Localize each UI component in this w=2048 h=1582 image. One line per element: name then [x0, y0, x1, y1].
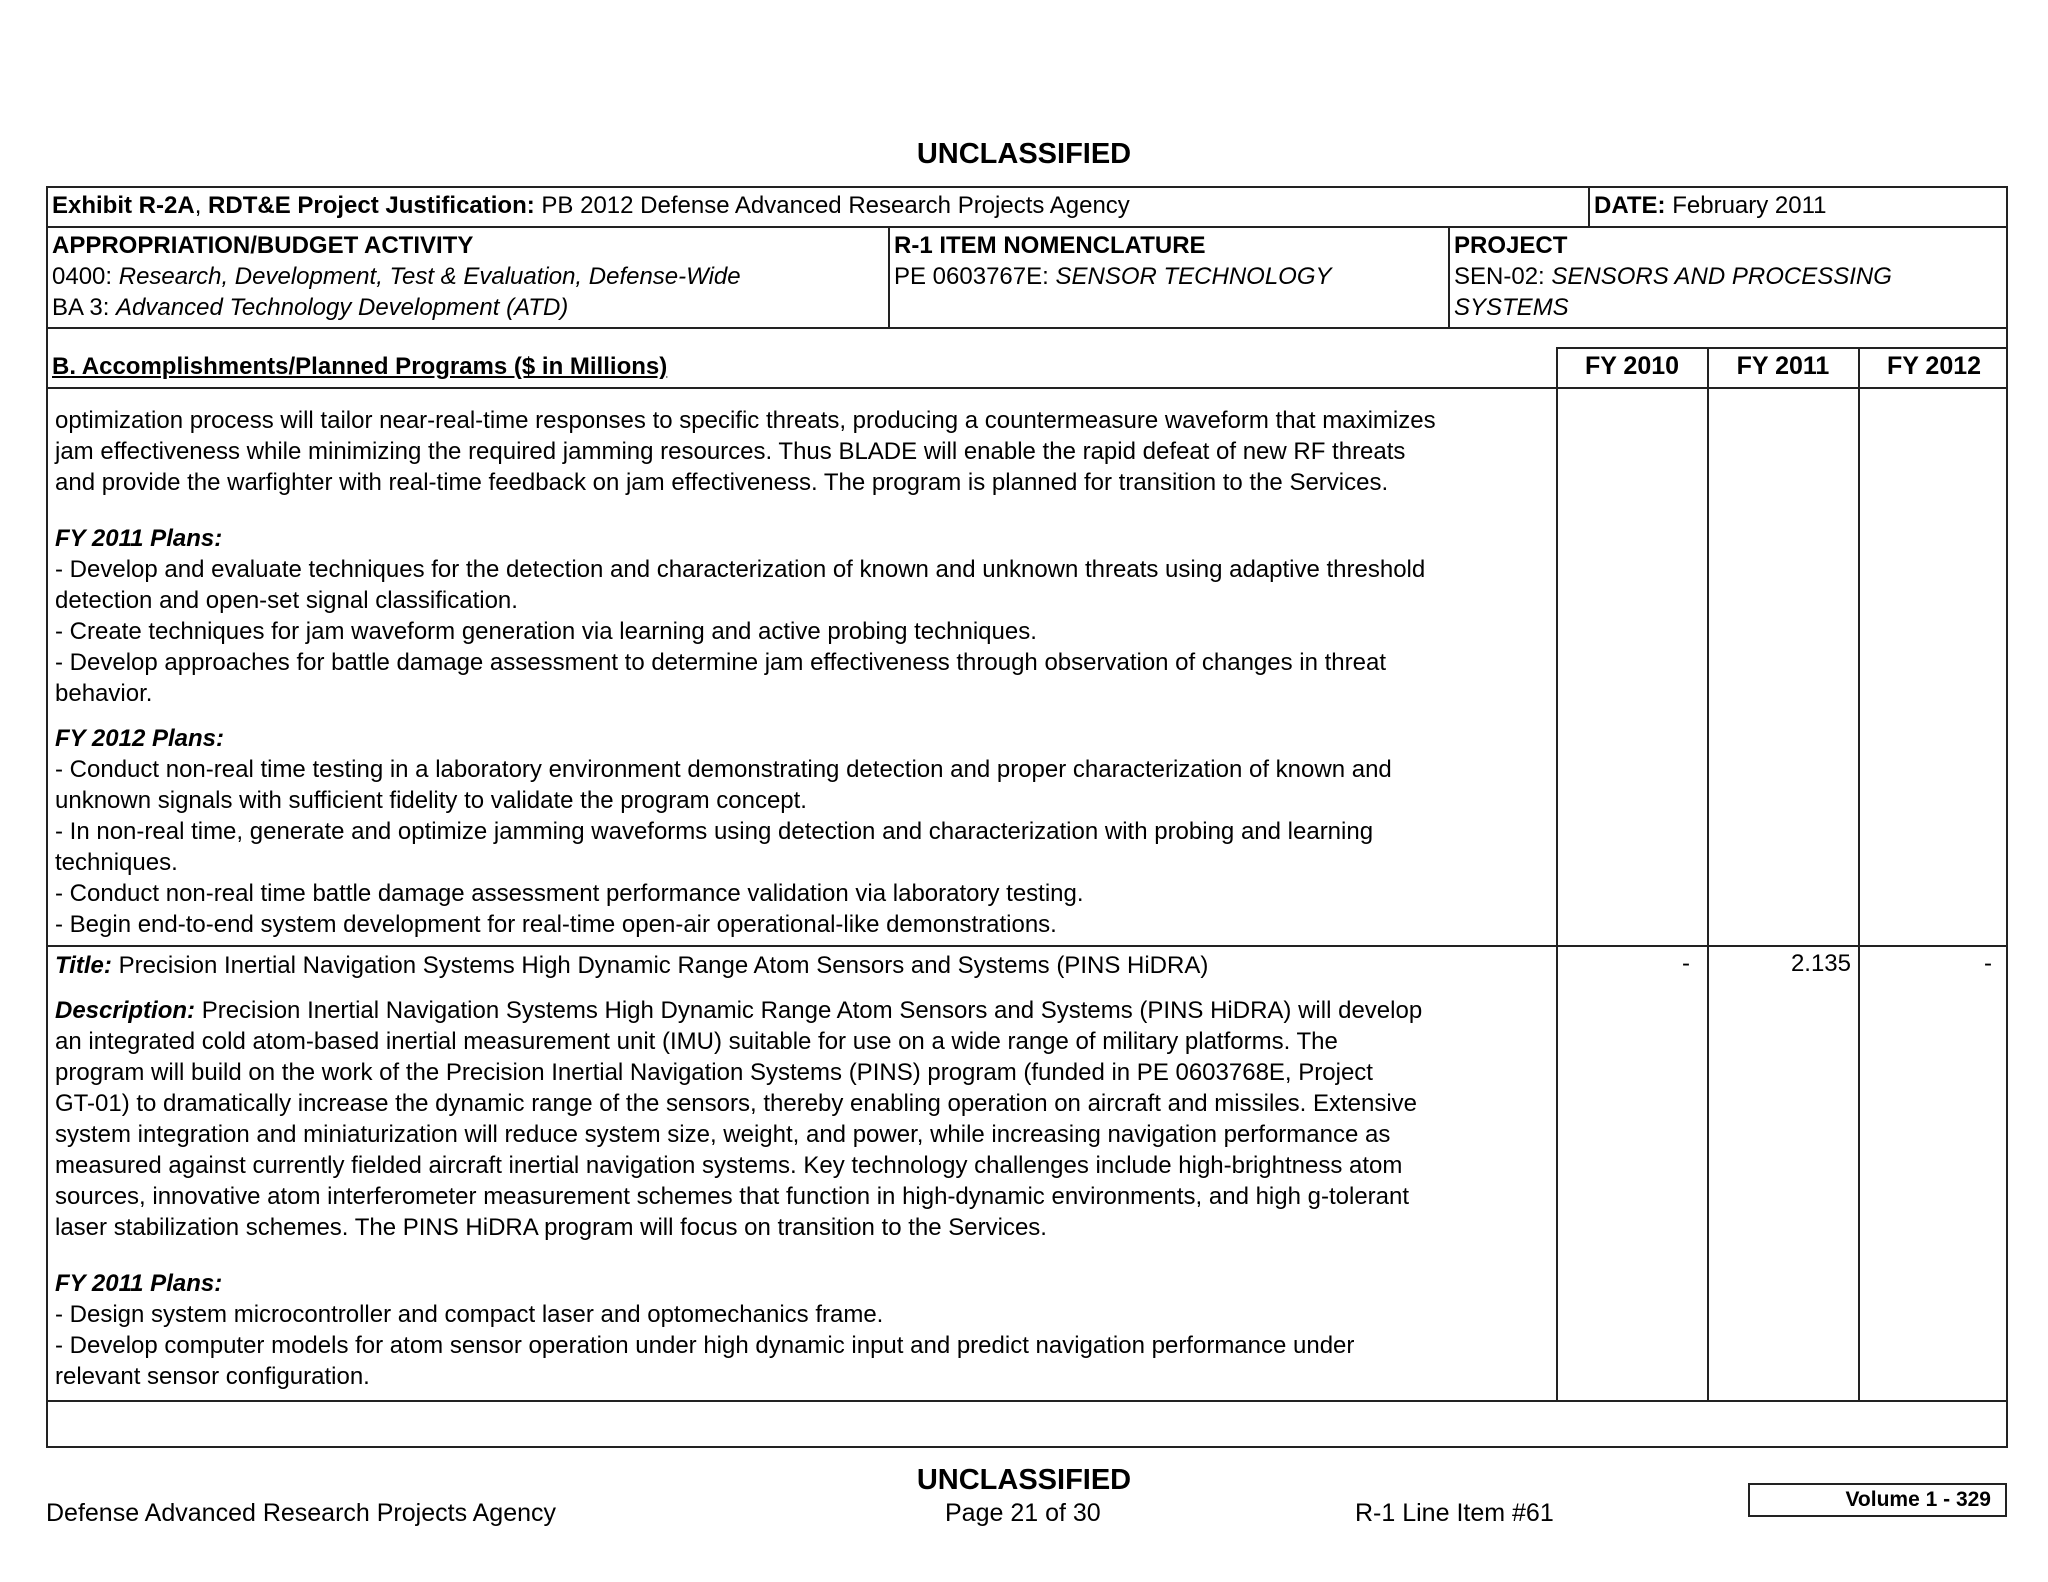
blade-intro-line: jam effectiveness while minimizing the required jamming resources. Thus BLADE will enable the rapid defeat of new RF threats: [55, 438, 1406, 465]
pins-description-line: an integrated cold atom-based inertial measurement unit (IMU) suitable for use on a wide range of military platforms. The: [55, 1028, 1338, 1055]
r1-value: PE 0603767E: SENSOR TECHNOLOGY: [894, 263, 1332, 290]
blade-fy2012-line: unknown signals with sufficient fidelity to validate the program concept.: [55, 787, 807, 814]
blade-fy2011-line: - Develop and evaluate techniques for the detection and characterization of known and unknown threats using adaptive threshold: [55, 556, 1426, 583]
project-label: PROJECT: [1454, 232, 1568, 259]
footer-agency: Defense Advanced Research Projects Agency: [46, 1499, 557, 1527]
blade-fy2011-heading: FY 2011 Plans:: [55, 525, 223, 552]
column-fy2011: FY 2011: [1736, 352, 1830, 380]
project-value-cont: SYSTEMS: [1454, 294, 1569, 321]
classification-banner-top: UNCLASSIFIED: [916, 138, 1132, 170]
blade-fy2012-heading: FY 2012 Plans:: [55, 725, 224, 752]
pins-description: Description: Precision Inertial Navigation Systems High Dynamic Range Atom Sensors and Systems (PINS HiDRA) will develop: [55, 997, 1423, 1024]
pins-fy2011-line: - Develop computer models for atom sensor operation under high dynamic input and predict navigation performance under: [55, 1332, 1355, 1359]
blade-fy2011-line: behavior.: [55, 680, 153, 707]
footer-line-item: R-1 Line Item #61: [1355, 1499, 1554, 1527]
blade-intro-line: optimization process will tailor near-real-time responses to specific threats, producing a countermeasure waveform that maximizes: [55, 407, 1436, 434]
footer-volume: Volume 1 - 329: [1748, 1483, 2007, 1517]
blade-fy2012-line: - In non-real time, generate and optimize jamming waveforms using detection and characterization with probing and learning: [55, 818, 1374, 845]
blade-fy2012-line: techniques.: [55, 849, 178, 876]
blade-intro-line: and provide the warfighter with real-time feedback on jam effectiveness. The program is planned for transition to the Services.: [55, 469, 1389, 496]
pins-fy2012-value: -: [1984, 950, 1992, 977]
budget-activity-value: BA 3: Advanced Technology Development (ATD): [52, 294, 569, 321]
pins-fy2011-value: 2.135: [1790, 950, 1851, 977]
section-title: B. Accomplishments/Planned Programs ($ in Millions): [52, 353, 668, 380]
pins-description-line: system integration and miniaturization will reduce system size, weight, and power, while increasing navigation performance as: [55, 1121, 1391, 1148]
project-value: SEN-02: SENSORS AND PROCESSING: [1454, 263, 1892, 290]
exhibit-date: DATE: February 2011: [1594, 192, 1827, 219]
pins-description-line: sources, innovative atom interferometer measurement schemes that function in high-dynamic environments, and high g-tolerant: [55, 1183, 1410, 1210]
appropriation-label: APPROPRIATION/BUDGET ACTIVITY: [52, 232, 474, 259]
blade-fy2011-line: detection and open-set signal classification.: [55, 587, 518, 614]
blade-fy2012-line: - Begin end-to-end system development for real-time open-air operational-like demonstrations.: [55, 911, 1057, 938]
footer-page-number: Page 21 of 30: [945, 1499, 1101, 1527]
column-fy2012: FY 2012: [1886, 352, 1982, 380]
pins-fy2011-line: relevant sensor configuration.: [55, 1363, 370, 1390]
classification-banner-bottom: UNCLASSIFIED: [916, 1464, 1132, 1496]
pins-description-line: GT-01) to dramatically increase the dynamic range of the sensors, thereby enabling operation on aircraft and missiles. Extensive: [55, 1090, 1418, 1117]
pins-description-line: measured against currently fielded aircraft inertial navigation systems. Key technology challenges include high-brightness atom: [55, 1152, 1403, 1179]
r1-label: R-1 ITEM NOMENCLATURE: [894, 232, 1206, 259]
pins-fy2011-line: - Design system microcontroller and compact laser and optomechanics frame.: [55, 1301, 884, 1328]
blade-fy2011-line: - Develop approaches for battle damage assessment to determine jam effectiveness through observation of changes in threat: [55, 649, 1386, 676]
blade-fy2012-line: - Conduct non-real time battle damage assessment performance validation via laboratory testing.: [55, 880, 1084, 907]
pins-fy2010-value: -: [1682, 950, 1690, 977]
pins-title: Title: Precision Inertial Navigation Systems High Dynamic Range Atom Sensors and Systems (PINS HiDRA): [55, 952, 1209, 979]
exhibit-title: Exhibit R-2A, RDT&E Project Justification: PB 2012 Defense Advanced Research Projects Agency: [52, 192, 1130, 219]
pins-description-line: laser stabilization schemes. The PINS HiDRA program will focus on transition to the Services.: [55, 1214, 1047, 1241]
blade-fy2011-line: - Create techniques for jam waveform generation via learning and active probing techniques.: [55, 618, 1037, 645]
blade-fy2012-line: - Conduct non-real time testing in a laboratory environment demonstrating detection and proper characterization of known and: [55, 756, 1392, 783]
pins-fy2011-heading: FY 2011 Plans:: [55, 1270, 223, 1297]
pins-description-line: program will build on the work of the Precision Inertial Navigation Systems (PINS) program (funded in PE 0603768E, Project: [55, 1059, 1373, 1086]
appropriation-value: 0400: Research, Development, Test & Evaluation, Defense-Wide: [52, 263, 741, 290]
column-fy2010: FY 2010: [1584, 352, 1680, 380]
